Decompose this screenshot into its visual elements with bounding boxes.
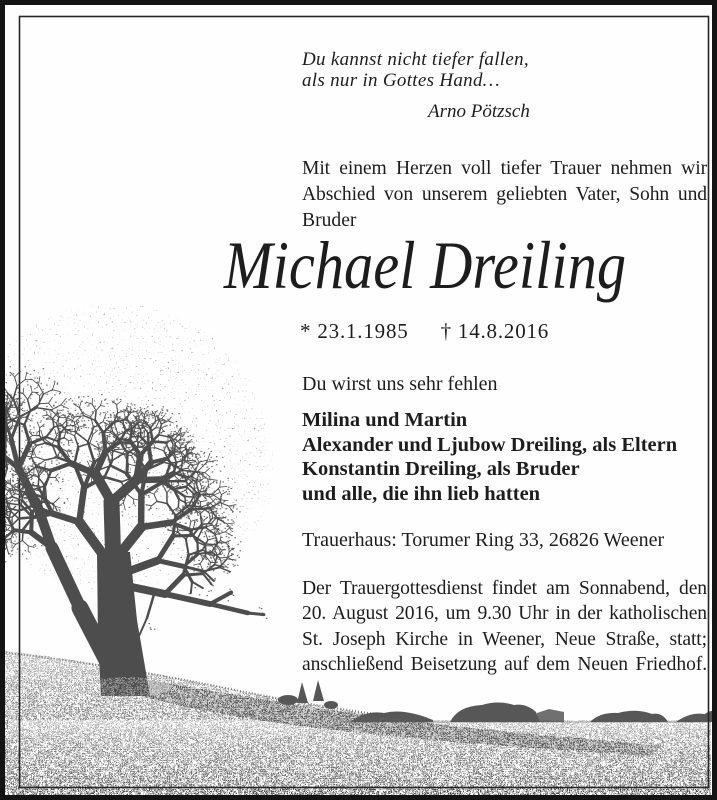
quote-line: Du kannst nicht tiefer fallen, (302, 49, 529, 70)
funeral-home-line: Trauerhaus: Torumer Ring 33, 26826 Weener (302, 529, 665, 551)
service-details (302, 576, 707, 678)
intro-line: Bruder (302, 209, 357, 231)
mourners-list (302, 408, 677, 506)
grass-tuft (80, 677, 172, 697)
mourner-line: Milina und Martin (302, 409, 468, 431)
service-line: Der Trauergottesdienst findet am Sonnabend, den (302, 578, 707, 599)
quote-attribution: Arno Pötzsch (428, 101, 530, 122)
deceased-name: Michael Dreiling (223, 227, 627, 303)
mourner-line: Konstantin Dreiling, als Bruder (302, 458, 580, 480)
memorial-quote (302, 49, 529, 91)
quote-line: als nur in Gottes Hand… (302, 70, 500, 91)
life-dates (300, 319, 549, 344)
death-date: † 14.8.2016 (440, 319, 550, 343)
farewell-line: Du wirst uns sehr fehlen (302, 373, 498, 395)
intro-line: Mit einem Herzen voll tiefer Trauer nehmen wir (302, 158, 707, 179)
intro-text (302, 156, 707, 233)
service-line: St. Joseph Kirche in Weener, Neue Straße, statt; (302, 628, 707, 650)
service-line: anschließend Beisetzung auf dem Neuen Friedhof. (302, 654, 707, 676)
birth-date: * 23.1.1985 (300, 319, 409, 343)
mourner-line: Alexander und Ljubow Dreiling, als Eltern (302, 433, 678, 456)
tree-illustration (0, 303, 274, 696)
intro-line: Abschied von unserem geliebten Vater, Sohn und (302, 183, 707, 205)
service-line: 20. August 2016, um 9.30 Uhr in der katholischen (302, 603, 707, 625)
mourner-line: und alle, die ihn lieb hatten (302, 482, 541, 505)
